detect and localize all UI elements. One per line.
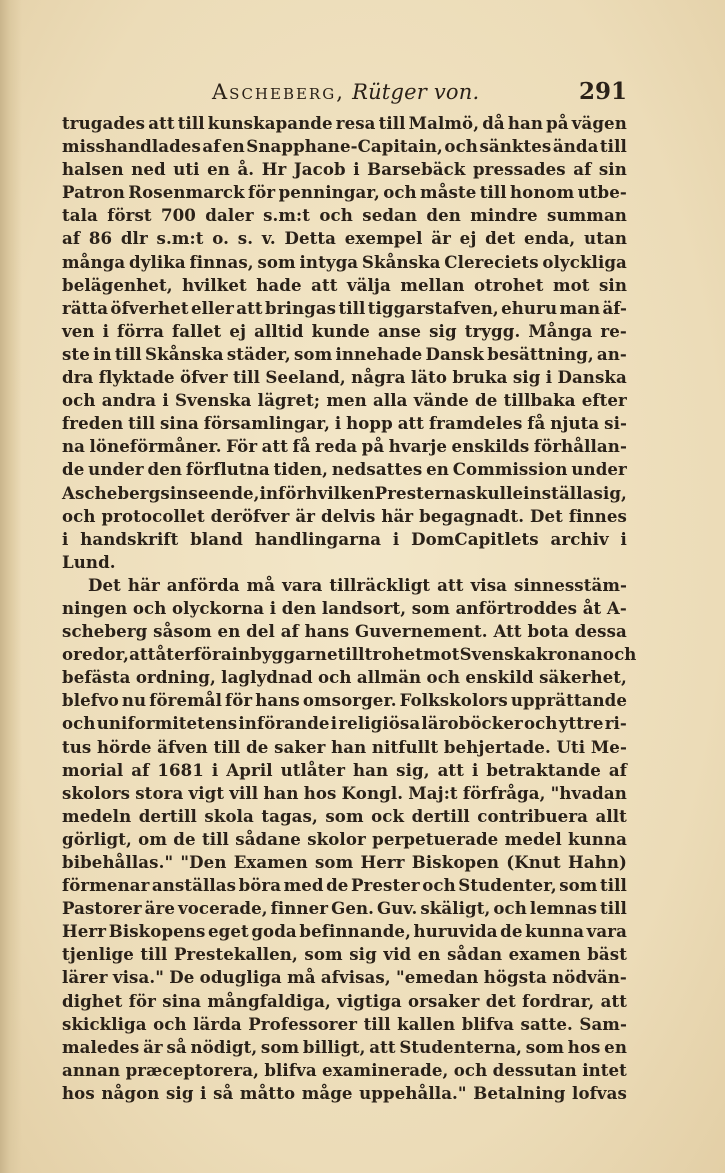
text-line: scheberg såsom en del af hans Guvernement. Att bota dessa bbox=[62, 621, 627, 642]
text-line: Herr Biskopens eget goda befinnande, huruvida de kunna vara bbox=[62, 921, 627, 942]
text-line: freden till sina församlingar, i hopp att framdeles få njuta si- bbox=[62, 413, 627, 434]
page-number: 291 bbox=[578, 78, 627, 105]
body-text bbox=[62, 112, 637, 1105]
text-line: ningen och olyckorna i den landsort, som anförtroddes åt A- bbox=[62, 597, 627, 618]
page-header bbox=[0, 76, 725, 110]
text-line: Aschebergs inseende, inför hvilken Presterna skulle inställa sig, bbox=[62, 482, 627, 503]
text-line: bibehållas." "Den Examen som Herr Biskopen (Knut Hahn) bbox=[62, 852, 627, 872]
page-gutter-shadow bbox=[0, 0, 22, 1173]
text-line: och andra i Svenska lägret; men alla vände de tillbaka efter bbox=[62, 390, 627, 411]
text-line: misshandlades af en Snapphane-Capitain, och sänktes ända till bbox=[62, 136, 627, 157]
text-line: blefvo nu föremål för hans omsorger. Folkskolors upprättande bbox=[62, 690, 627, 711]
text-line: skickliga och lärda Professorer till kallen blifva satte. Sam- bbox=[62, 1013, 627, 1034]
text-line: Patron Rosenmarck för penningar, och måste till honom utbe- bbox=[62, 182, 627, 203]
text-line: oredor, att återföra inbyggarne till trohet mot Svenska kronan och bbox=[62, 644, 637, 665]
text-line: befästa ordning, laglydnad och allmän och enskild säkerhet, bbox=[62, 667, 627, 688]
text-line: och uniformitetens införande i religiösa läroböcker och yttre ri- bbox=[62, 713, 627, 734]
text-line: Lund. bbox=[62, 551, 116, 572]
text-line: ste in till Skånska städer, som innehade Dansk besättning, an- bbox=[62, 343, 627, 364]
text-line: Det här anförda må vara tillräckligt att visa sinnesstäm- bbox=[88, 574, 627, 595]
text-line: medeln dertill skola tagas, som ock dertill contribuera allt bbox=[62, 805, 627, 826]
text-line: tus hörde äfven till de saker han nitfullt behjertade. Uti Me- bbox=[62, 736, 627, 757]
text-line: dighet för sina mångfaldiga, vigtiga orsaker det fordrar, att bbox=[62, 990, 627, 1011]
running-head-given-name: Rütger von. bbox=[352, 80, 480, 104]
text-line: belägenhet, hvilket hade att välja mellan otrohet mot sin bbox=[62, 274, 627, 295]
text-line: annan præceptorera, blifva examinerade, och dessutan intet bbox=[62, 1059, 627, 1080]
running-head-surname: Ascheberg, bbox=[212, 80, 345, 104]
text-line: hos någon sig i så måtto måge uppehålla." Betalning lofvas bbox=[62, 1082, 627, 1103]
text-line: trugades att till kunskapande resa till Malmö, då han på vägen bbox=[62, 113, 627, 133]
text-line: ven i förra fallet ej alltid kunde anse sig trygg. Många re- bbox=[62, 320, 627, 341]
text-line: rätta öfverhet eller att bringas till tiggarstafven, ehuru man äf- bbox=[62, 297, 627, 318]
text-line: och protocollet deröfver är delvis här begagnadt. Det finnes bbox=[62, 505, 627, 526]
text-line: halsen ned uti en å. Hr Jacob i Barsebäck pressades af sin bbox=[62, 159, 627, 180]
text-line: af 86 dlr s.m:t o. s. v. Detta exempel är ej det enda, utan bbox=[62, 228, 627, 249]
text-line: Pastorer äre vocerade, finner Gen. Guv. skäligt, och lemnas till bbox=[62, 898, 627, 919]
text-line: de under den förflutna tiden, nedsattes en Commission under bbox=[62, 459, 627, 480]
text-line: görligt, om de till sådane skolor perpetuerade medel kunna bbox=[62, 828, 627, 849]
text-line: morial af 1681 i April utlåter han sig, att i betraktande af bbox=[62, 759, 627, 780]
text-line: tjenlige till Prestekallen, som sig vid en sådan examen bäst bbox=[62, 944, 627, 965]
text-line: dra flyktade öfver till Seeland, några läto bruka sig i Danska bbox=[62, 367, 627, 388]
text-line: i handskrift bland handlingarna i DomCapitlets archiv i bbox=[62, 528, 627, 549]
text-line: skolors stora vigt vill han hos Kongl. Maj:t förfråga, "hvadan bbox=[62, 782, 627, 803]
running-head bbox=[212, 80, 479, 104]
text-line: tala först 700 daler s.m:t och sedan den mindre summan bbox=[62, 205, 627, 226]
text-line: förmenar anställas böra med de Prester och Studenter, som till bbox=[62, 875, 627, 896]
text-line: många dylika finnas, som intyga Skånska Clereciets olyckliga bbox=[62, 251, 627, 272]
text-line: maledes är så nödigt, som billigt, att Studenterna, som hos en bbox=[62, 1036, 627, 1057]
text-line: na löneförmåner. För att få reda på hvarje enskilds förhållan- bbox=[62, 436, 627, 457]
text-line: lärer visa." De odugliga må afvisas, "emedan högsta nödvän- bbox=[62, 967, 627, 988]
